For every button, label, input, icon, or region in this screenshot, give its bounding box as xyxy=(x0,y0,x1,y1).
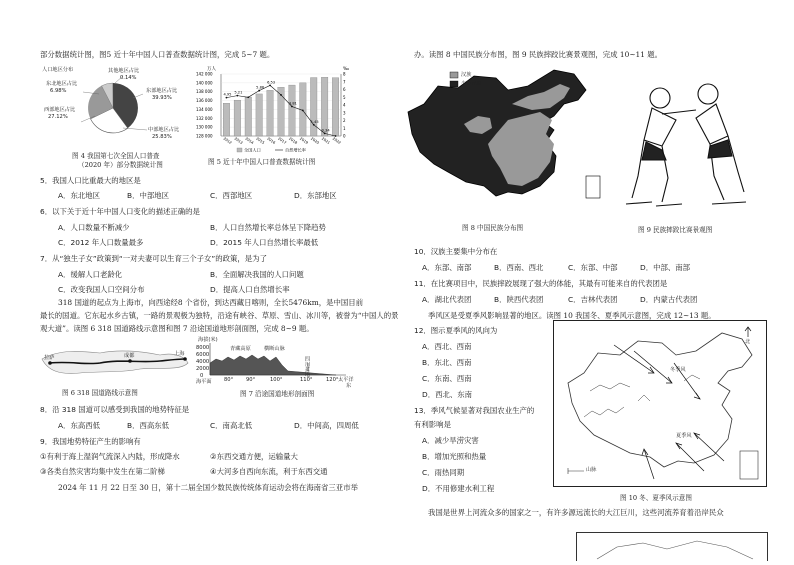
label-west-value: 27.12% xyxy=(48,114,68,120)
q6-option-a[interactable]: A．人口数量不断减少 xyxy=(58,223,130,232)
q13-stem-2: 有利影响是 xyxy=(414,420,451,429)
fig7-xtick-100: 100° xyxy=(270,377,283,383)
fig6-svg xyxy=(40,337,190,385)
fig7-caption: 图 7 沿途国道地形剖面图 xyxy=(240,390,315,398)
figure-9-wrestling-drawing xyxy=(622,80,752,210)
label-other: 其他地区占比 xyxy=(108,68,140,74)
left-intro: 部分数据统计图，图5 近十年中国人口普查数据统计图，完成 5~7 题。 xyxy=(40,50,275,59)
q8-option-c[interactable]: C．南高北低 xyxy=(210,421,253,430)
label-east-value: 39.93% xyxy=(152,95,172,101)
fig5-legend-bar xyxy=(237,148,242,152)
fig4-caption-line2: （2020 年）部分数据统计图 xyxy=(78,161,163,169)
fig5-rate-label: 5.86 xyxy=(256,85,265,90)
q11-option-a[interactable]: A．湖北代表团 xyxy=(422,295,472,304)
fig7-xtick-120: 120° xyxy=(326,377,339,383)
figure-7-terrain-profile xyxy=(196,337,361,389)
q10-option-c[interactable]: C．东部、中部 xyxy=(568,263,618,272)
wrestler-right-head xyxy=(698,84,718,104)
fig5-bar xyxy=(310,78,317,136)
q8-option-b[interactable]: B．西高东低 xyxy=(127,421,170,430)
q9-statement-3: ③各类自然灾害均集中发生在第二阶梯 xyxy=(40,467,165,476)
fig7-sichuan: 四川盆地 xyxy=(304,356,310,377)
label-west: 西部地区占比 xyxy=(44,107,76,113)
fig7-xtick-110: 110° xyxy=(300,377,313,383)
fig7-sea: 海平面 xyxy=(196,379,212,385)
q11-option-b[interactable]: B．陕西代表团 xyxy=(494,295,544,304)
q11-option-c[interactable]: C．吉林代表团 xyxy=(568,295,618,304)
label-east: 东部地区占比 xyxy=(146,88,178,94)
fig5-xtick: 2021 xyxy=(320,136,331,146)
partial-map-svg xyxy=(577,533,767,561)
fig9-caption: 图 9 民族摔跤比赛景观图 xyxy=(638,226,713,234)
north-arrow-label: 北 xyxy=(745,339,751,345)
mountain-legend: 山脉 xyxy=(586,467,597,473)
q9-statement-1: ①有利于海上湿润气流深入内陆，形成降水 xyxy=(40,452,180,461)
fig7-xtick-80: 80° xyxy=(224,377,234,383)
label-central-value: 25.83% xyxy=(152,134,172,140)
fig5-bar xyxy=(332,78,339,136)
fig5-bar xyxy=(223,103,230,136)
right-intro: 办。读图 8 中国民族分布图，图 9 民族摔跤比赛景观图，完成 10~11 题。 xyxy=(414,50,663,59)
right-footer: 我国是世界上河流众多的国家之一，有许多源远流长的大江巨川，这些河流养育着沿岸民众 xyxy=(428,508,724,517)
q10-option-b[interactable]: B．西南、西北 xyxy=(494,263,544,272)
figure-5-population-chart xyxy=(195,62,355,157)
fig5-y2tick: 7 xyxy=(343,79,346,85)
fig5-y2tick: 6 xyxy=(343,87,346,92)
q12-option-c[interactable]: C．东南、西南 xyxy=(422,374,472,383)
fig5-bar xyxy=(245,97,252,136)
fig5-bar xyxy=(267,90,274,136)
pie-title: 人口地区分布 xyxy=(42,67,74,73)
fig7-east: 东 xyxy=(346,383,352,389)
fig5-rate-label: 4.95 xyxy=(223,92,232,97)
q6-option-c[interactable]: C．2012 年人口数量最多 xyxy=(58,238,144,247)
fig5-rate-label: 5.21 xyxy=(234,90,243,95)
fig7-plateau: 青藏高原 xyxy=(230,346,251,352)
label-other-value: 0.14% xyxy=(120,75,137,81)
fig5-ytick: 132 000 xyxy=(196,115,213,121)
chengdu-label: 成都 xyxy=(124,353,135,359)
label-ne-value: 6.98% xyxy=(50,88,67,94)
fig5-ytick: 130 000 xyxy=(196,124,213,130)
q7-option-b[interactable]: B．全面解决我国的人口问题 xyxy=(210,270,304,279)
q13-stem: 13．季风气候显著对我国农业生产的 xyxy=(414,406,535,415)
q13-option-d[interactable]: D．不用修建水利工程 xyxy=(422,484,495,493)
figure-10-monsoon-map xyxy=(553,320,767,487)
q12-option-d[interactable]: D．西北、东南 xyxy=(422,390,473,399)
fig5-y2tick: 5 xyxy=(343,94,346,100)
left-footer: 2024 年 11 月 22 日至 30 日，第十二届全国少数民族传统体育运动会将在海南省三亚市举 xyxy=(58,483,358,492)
summer-arrow-3 xyxy=(644,449,654,479)
q8-stem: 8．沿 318 国道可以感受到我国的地势特征是 xyxy=(40,405,190,414)
fig8-caption: 图 8 中国民族分布图 xyxy=(462,224,524,232)
q10-option-a[interactable]: A．东部、南部 xyxy=(422,263,472,272)
q9-statement-4: ④大河多自西向东流，利于东西交通 xyxy=(210,467,328,476)
fig5-rate-label: 3.81 xyxy=(288,101,297,106)
china-outline xyxy=(568,333,752,467)
fig5-yunit2: ‰ xyxy=(343,67,350,72)
fig5-bar xyxy=(256,94,263,136)
legend-minority: 少数民族 xyxy=(461,81,482,87)
fig7-yhead: 海拔(米) xyxy=(198,337,218,343)
fig5-bar xyxy=(289,85,296,136)
fig5-ytick: 136 000 xyxy=(196,98,213,104)
summer-arrow-2 xyxy=(676,443,704,471)
fig7-ytick-0: 0 xyxy=(200,373,204,379)
fig7-hengduan: 横断山脉 xyxy=(264,346,285,352)
fig5-xtick: 2017 xyxy=(277,136,287,146)
fig7-ocean: 太平洋 xyxy=(338,377,354,383)
fig5-y2tick: 1 xyxy=(343,125,346,131)
summer-monsoon-label: 夏季风 xyxy=(676,433,692,439)
q6-option-d[interactable]: D．2015 年人口自然增长率最低 xyxy=(210,238,319,247)
terrain-area xyxy=(210,355,336,375)
p318-line1: 318 国道的起点为上海市，向西途经8 个省份，到达西藏日喀则，全长5476km，是中国目前 xyxy=(58,298,364,307)
fig5-y2tick: 2 xyxy=(343,118,346,123)
label-ne: 东北地区占比 xyxy=(46,81,78,87)
q10-option-d[interactable]: D．中部、南部 xyxy=(640,263,691,272)
p318-line2: 最长的国道。它东起水乡古镇，一路的景观极为独特，沿途有峡谷、草原、雪山、冰川等，被誉为“中国人的景 xyxy=(40,311,399,320)
q11-option-d[interactable]: D．内蒙古代表团 xyxy=(640,295,698,304)
fig5-xtick: 2019 xyxy=(298,136,309,146)
q12-option-a[interactable]: A．西北、西南 xyxy=(422,342,472,351)
q9-stem: 9．我国地势特征产生的影响有 xyxy=(40,437,141,446)
fig4-caption-line1: 图 4 我国第七次全国人口普查 xyxy=(72,152,160,160)
fig10-svg xyxy=(554,321,766,486)
fig5-rate-label: 0.34 xyxy=(321,128,330,133)
q8-option-a[interactable]: A．东高西低 xyxy=(58,421,101,430)
fig5-rate-label: 6.53 xyxy=(267,80,276,85)
winter-arrow-1 xyxy=(614,345,654,373)
fig5-xtick: 2022 xyxy=(331,136,342,146)
q5-option-a[interactable]: A．东北地区 xyxy=(58,191,101,200)
figure-8-ethnic-map xyxy=(404,64,604,214)
q7-option-d[interactable]: D．提高人口自然增长率 xyxy=(210,285,290,294)
winter-monsoon-label: 冬季风 xyxy=(670,367,686,373)
fig10-caption: 图 10 冬、夏季风示意图 xyxy=(620,494,692,502)
fig5-y2tick: 4 xyxy=(343,102,346,108)
next-figure-partial-map xyxy=(576,532,768,561)
q7-stem: 7．从“独生子女”政策到“一对夫妻可以生育三个子女”的政策，是为了 xyxy=(40,254,267,263)
q9-statement-2: ②东西交通方便，运输量大 xyxy=(210,452,298,461)
legend-han: 汉族 xyxy=(461,72,472,78)
figure-4-pie-chart xyxy=(40,64,190,149)
fig7-ytick-4000: 4000 xyxy=(196,359,210,365)
fig5-xtick: 2016 xyxy=(266,136,277,146)
fig5-rate-label: 1.45 xyxy=(310,119,319,124)
fig5-y2tick: 8 xyxy=(343,71,346,77)
fig5-ytick: 138 000 xyxy=(196,89,213,95)
fig5-xtick: 2012 xyxy=(222,136,233,146)
fig5-xtick: 2014 xyxy=(244,136,255,146)
winter-arrow-2 xyxy=(634,351,672,383)
q6-stem: 6．以下关于近十年中国人口变化的描述正确的是 xyxy=(40,207,200,216)
fig5-y2tick: 3 xyxy=(343,110,346,116)
q6-option-b[interactable]: B．人口自然增长率总体呈下降趋势 xyxy=(210,223,326,232)
lhasa-label: 拉萨 xyxy=(44,355,55,361)
q12-option-b[interactable]: B．东北、西南 xyxy=(422,358,472,367)
fig8-svg xyxy=(404,64,604,214)
q13-option-c[interactable]: C．雨热同期 xyxy=(422,468,465,477)
q5-option-d[interactable]: D．东部地区 xyxy=(294,191,337,200)
fig5-legend-rate: 自然增长率 xyxy=(285,147,306,153)
q7-option-c[interactable]: C．改变我国人口空间分布 xyxy=(58,285,145,294)
fig5-xtick: 2015 xyxy=(255,136,266,146)
q13-option-b[interactable]: B．增加光照和热量 xyxy=(422,452,487,461)
fig6-caption: 图 6 318 国道路线示意图 xyxy=(62,389,138,397)
fig5-legend-pop: 全国人口 xyxy=(244,147,261,153)
shanghai-label: 上海 xyxy=(174,351,185,357)
fig7-ytick-2000: 2000 xyxy=(196,366,210,372)
q10-stem: 10．汉族主要集中分布在 xyxy=(414,247,498,256)
fig5-y2tick: 0 xyxy=(343,133,346,139)
wrestler-left-head xyxy=(650,88,670,108)
figure-6-route-map xyxy=(40,337,190,385)
fig5-caption: 图 5 近十年中国人口普查数据统计图 xyxy=(208,158,316,166)
fig5-ytick: 128 000 xyxy=(196,133,213,139)
q5-option-b[interactable]: B．中部地区 xyxy=(127,191,170,200)
q8-option-d[interactable]: D．中间高，四周低 xyxy=(294,421,359,430)
monsoon-intro: 季风区是受夏季风影响显著的地区。读图 10 我国冬、夏季风示意图，完成 12~13 题。 xyxy=(428,311,716,320)
fig5-xtick: 2018 xyxy=(288,136,298,146)
fig5-svg xyxy=(195,62,355,157)
q13-option-a[interactable]: A．减少旱涝灾害 xyxy=(422,436,479,445)
fig5-ytick: 140 000 xyxy=(196,80,213,86)
q7-option-a[interactable]: A．缓解人口老龄化 xyxy=(58,270,123,279)
fig5-xtick: 2020 xyxy=(309,136,320,146)
q11-stem: 11．在比赛项目中，民族摔跤展现了强大的体能，其最有可能来自的代表团是 xyxy=(414,279,668,288)
fig5-ytick: 142 000 xyxy=(196,71,213,77)
p318-line3: 观大道”。读图 6 318 国道路线示意图和图 7 沿途国道地形剖面图，完成 8~9 题。 xyxy=(40,324,314,333)
fig5-ytick: 134 000 xyxy=(196,106,213,112)
fig7-ytick-8000: 8000 xyxy=(196,345,210,351)
q5-stem: 5．我国人口比重最大的地区是 xyxy=(40,176,141,185)
fig5-bar xyxy=(234,100,241,136)
label-central: 中部地区占比 xyxy=(148,127,180,133)
q12-stem: 12．图示夏季风的风向为 xyxy=(414,326,498,335)
fig5-xtick: 2013 xyxy=(233,136,244,146)
fig7-ytick-6000: 6000 xyxy=(196,352,210,358)
fig5-yunit: 万人 xyxy=(207,67,216,72)
fig5-bar xyxy=(321,77,328,136)
fig7-xtick-90: 90° xyxy=(246,377,256,383)
fig9-svg xyxy=(622,80,752,210)
q5-option-c[interactable]: C．西部地区 xyxy=(210,191,253,200)
